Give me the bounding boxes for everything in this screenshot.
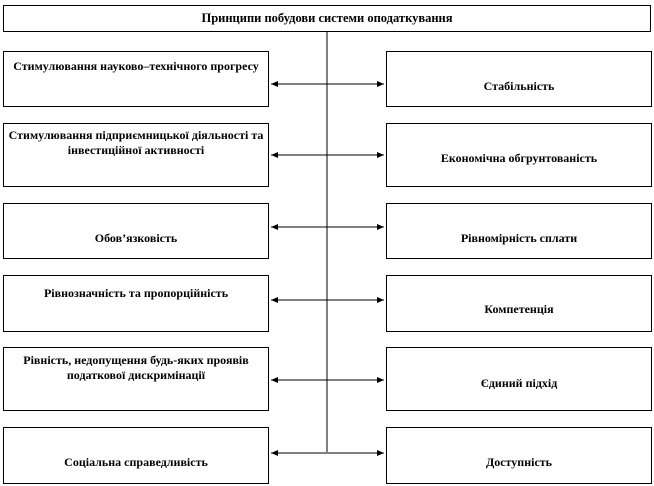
right-box-3-label: Рівномірність сплати (460, 231, 578, 245)
left-box-4-label: Рівнозначність та пропорційність (43, 286, 229, 300)
left-box-1-label: Стимулювання науково–технічного прогресу (13, 59, 259, 73)
left-box-3 (3, 203, 269, 259)
diagram-title: Принципи побудови системи оподаткування (201, 11, 453, 25)
right-box-1-label: Стабільність (483, 79, 555, 93)
left-box-1 (3, 51, 269, 107)
right-box-1 (386, 51, 652, 107)
left-box-5-label: Рівність, недопущення будь-яких проявів податкової дискримінації (23, 353, 249, 382)
right-box-5-label: Єдиний підхід (480, 376, 558, 390)
right-box-3 (386, 203, 652, 259)
right-box-4 (386, 275, 652, 332)
left-box-2 (3, 123, 269, 187)
left-box-3-label: Обов’язковість (94, 231, 178, 245)
right-box-4-label: Компетенція (484, 302, 554, 316)
right-box-6-label: Доступність (485, 455, 553, 469)
left-box-2-label: Стимулювання підприємницької діяльності та інвестиційної активності (8, 128, 264, 157)
right-box-2-label: Економічна обгрунтованість (440, 151, 598, 165)
left-box-5 (3, 347, 269, 411)
right-box-2 (386, 123, 652, 187)
left-box-4 (3, 275, 269, 332)
diagram-title-box (3, 5, 651, 32)
right-box-6 (386, 427, 652, 484)
right-box-5 (386, 347, 652, 411)
left-box-6 (3, 427, 269, 484)
left-box-6-label: Соціальна справедливість (64, 455, 208, 469)
